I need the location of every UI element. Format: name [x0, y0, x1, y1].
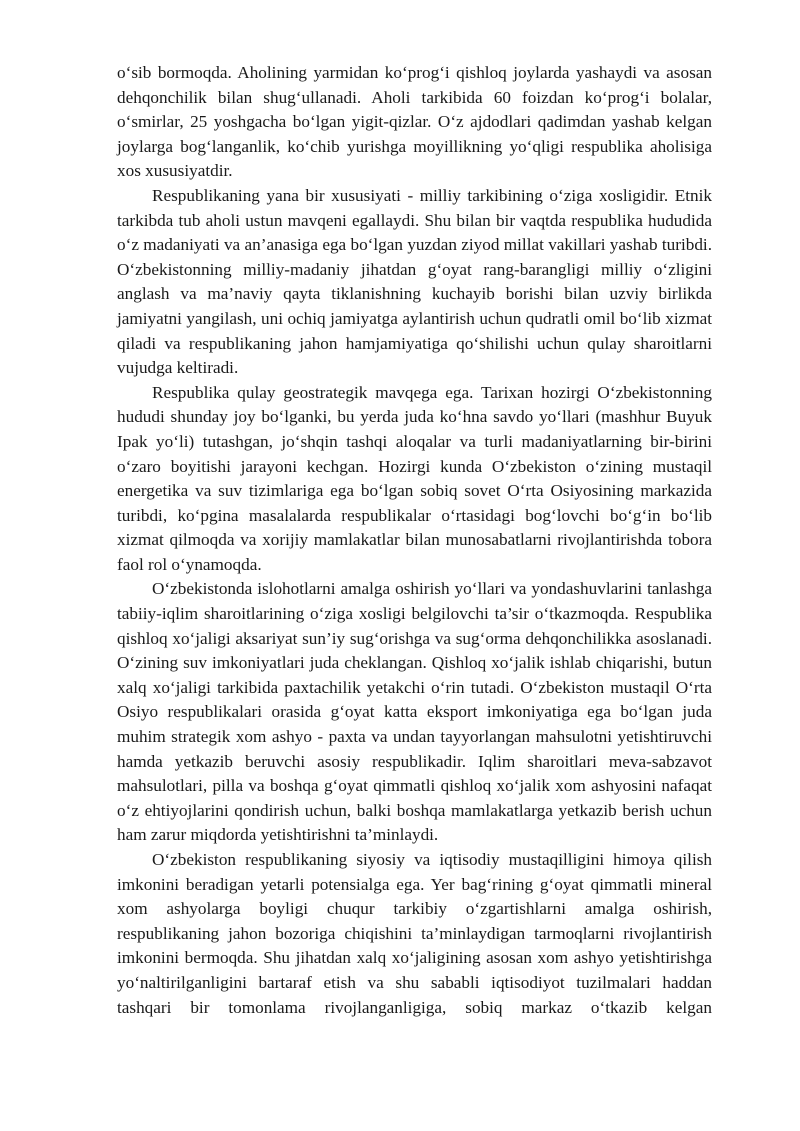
paragraph-2: Respublikaning yana bir xususiyati - milliy tarkibining o‘ziga xosligidir. Etnik tarkibda tub aholi ustun mavqeni egallaydi. Shu bilan bir vaqtda respublika hududida o‘z madaniyati va an’anasiga ega bo‘lgan yuzdan ziyod millat vakillari yashab turibdi. O‘zbekistonning milliy-madaniy jihatdan g‘oyat rang-barangligi milliy o‘zligini anglash va ma’naviy qayta tiklanishning kuchayib borishi bilan uzviy birlikda jamiyatni yangilash, uni ochiq jamiyatga aylantirish uchun qudratli omil bo‘lib xizmat qiladi va respublikaning jahon hamjamiyatiga qo‘shilishi uchun qulay sharoitlarni vujudga keltiradi.	[117, 185, 712, 378]
body-text	[117, 61, 712, 1020]
paragraph-3: Respublika qulay geostrategik mavqega ega. Tarixan hozirgi O‘zbekistonning hududi shunday joy bo‘lganki, bu yerda juda ko‘hna savdo yo‘llari (mashhur Buyuk Ipak yo‘li) tutashgan, jo‘shqin tashqi aloqalar va turli madaniyatlarning bir-birini o‘zaro boyitishi jarayoni kechgan. Hozirgi kunda O‘zbekiston o‘zining mustaqil energetika va suv tizimlariga ega bo‘lgan sobiq sovet O‘rta Osiyosining markazida turibdi, ko‘pgina masalalarda respublikalar o‘rtasidagi bog‘lovchi bo‘g‘in bo‘lib xizmat qilmoqda va xorijiy mamlakatlar bilan munosabatlarni rivojlantirishda tobora faol rol o‘ynamoqda.	[117, 382, 712, 574]
paragraph-1: o‘sib bormoqda. Aholining yarmidan ko‘prog‘i qishloq joylarda yashaydi va asosan dehqonchilik bilan shug‘ullanadi. Aholi tarkibida 60 foizdan ko‘prog‘i bolalar, o‘smirlar, 25 yoshgacha bo‘lgan yigit-qizlar. O‘z ajdodlari qadimdan yashab kelgan joylarga bog‘langanlik, ko‘chib yurishga moyillikning yo‘qligi respublika aholisiga xos xususiyatdir.	[117, 63, 712, 181]
paragraph-5: O‘zbekiston respublikaning siyosiy va iqtisodiy mustaqilligini himoya qilish imkonini beradigan yetarli potensialga ega. Yer bag‘rining g‘oyat qimmatli mineral xom ashyolarga boyligi chuqur tarkibiy o‘zgartishlarni amalga oshirish, respublikaning jahon bozoriga chiqishini ta’minlaydigan tarmoqlarni rivojlantirish imkonini bermoqda. Shu jihatdan xalq xo‘jaligining asosan xom ashyo yetishtirishga yo‘naltirilganligini bartaraf etish va shu sababli iqtisodiyot tuzilmalari haddan tashqari bir tomonlama rivojlanganligiga, sobiq markaz o‘tkazib kelgan	[117, 850, 712, 1017]
paragraph-4: O‘zbekistonda islohotlarni amalga oshirish yo‘llari va yondashuvlarini tanlashga tabiiy-iqlim sharoitlarining o‘ziga xosligi belgilovchi ta’sir o‘tkazmoqda. Respublika qishloq xo‘jaligi aksariyat sun’iy sug‘orishga va sug‘orma dehqonchilikka asoslanadi. O‘zining suv imkoniyatlari juda cheklangan. Qishloq xo‘jalik ishlab chiqarishi, butun xalq xo‘jaligi tarkibida paxtachilik yetakchi o‘rin tutadi. O‘zbekiston mustaqil O‘rta Osiyo respublikalari orasida g‘oyat katta eksport imkoniyatiga ega bo‘lgan juda muhim strategik xom ashyo - paxta va undan tayyorlangan mahsulotni yetishtiruvchi hamda yetkazib beruvchi asosiy respublikadir. Iqlim sharoitlari meva-sabzavot mahsulotlari, pilla va boshqa g‘oyat qimmatli qishloq xo‘jalik xom ashyosini nafaqat o‘z ehtiyojlarini qondirish uchun, balki boshqa mamlakatlarga yetkazib berish uchun ham zarur miqdorda yetishtirishni ta’minlaydi.	[117, 579, 712, 845]
